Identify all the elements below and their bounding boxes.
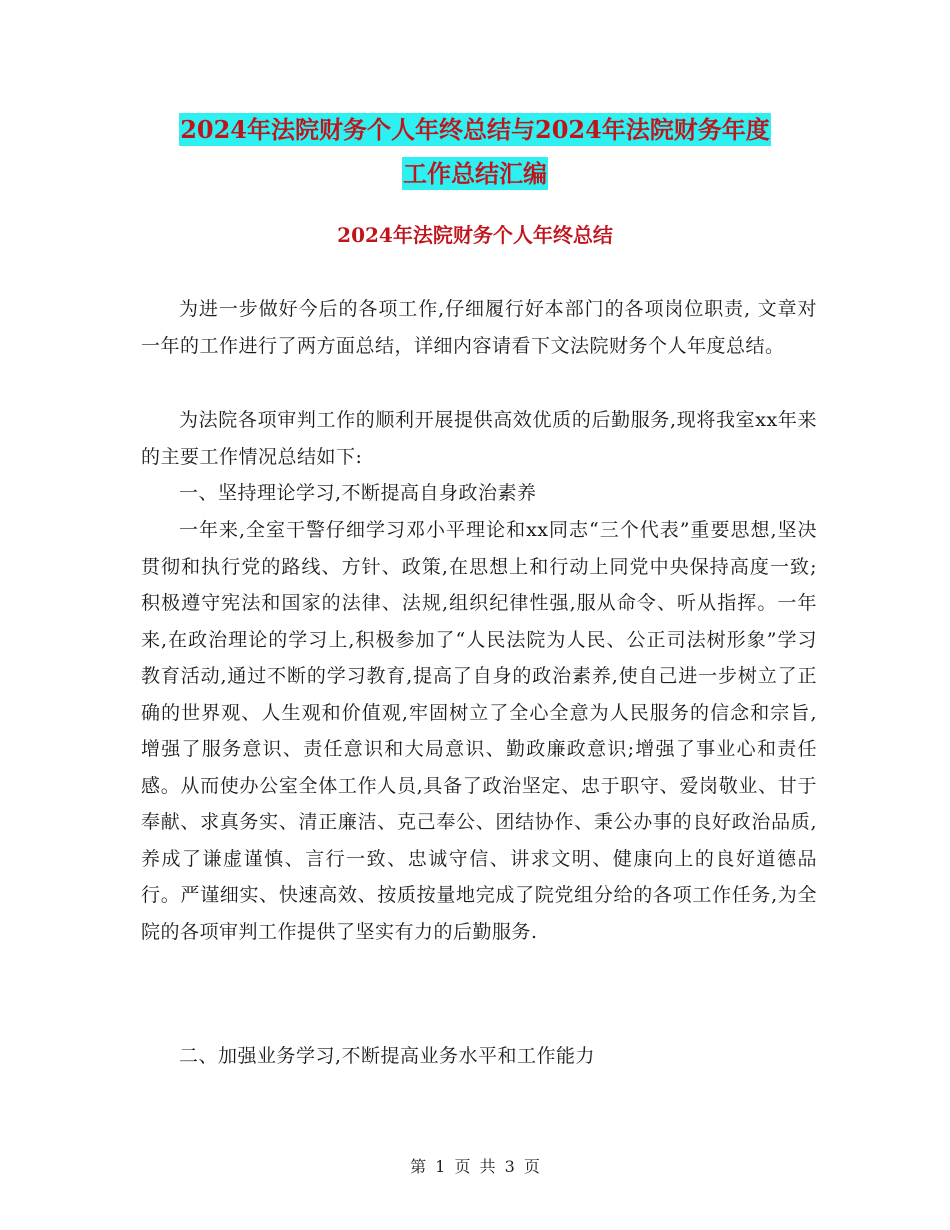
page-footer: 第 1 页 共 3 页 — [410, 1157, 540, 1176]
paragraph-intro — [141, 291, 817, 364]
title-highlight: 2024年法院财务个人年终总结与2024年法院财务年度 — [180, 115, 770, 144]
paragraph-text: 二、加强业务学习,不断提高业务水平和工作能力 — [179, 1045, 596, 1067]
paragraph-text: 一、坚持理论学习,不断提高自身政治素养 — [179, 482, 537, 504]
paragraph-text: 为法院各项审判工作的顺利开展提供高效优质的后勤服务,现将我室xx年来的主要工作情况总结如下: — [141, 409, 817, 468]
paragraph-purpose — [141, 402, 817, 475]
document-title-line-1 — [0, 110, 950, 150]
section-title: 2024年法院财务个人年终总结 — [337, 223, 613, 247]
paragraph-text: 为进一步做好今后的各项工作,仔细履行好本部门的各项岗位职责, 文章对一年的工作进行了两方面总结，详细内容请看下文法院财务个人年度总结。 — [141, 298, 817, 357]
paragraph-section-1-body — [141, 512, 817, 950]
heading-section-1 — [141, 475, 817, 512]
heading-section-2 — [141, 1038, 817, 1075]
paragraph-text: 一年来,全室干警仔细学习邓小平理论和xx同志“三个代表”重要思想,坚决贯彻和执行党的路线、方针、政策,在思想上和行动上同党中央保持高度一致;积极遵守宪法和国家的法律、法规,组织纪律性强,服从命令、听从指挥。一年来,在政治理论的学习上,积极参加了“人民法院为人民、公正司法树形象”学习教育活动,通过不断的学习教育,提高了自身的政治素养,使自己进一步树立了正确的世界观、人生观和价值观,牢固树立了全心全意为人民服务的信念和宗旨,增强了服务意识、责任意识和大局意识、勤政廉政意识;增强了事业心和责任感。从而使办公室全体工作人员,具备了政治坚定、忠于职守、爱岗敬业、甘于奉献、求真务实、清正廉洁、克己奉公、团结协作、秉公办事的良好政治品质,养成了谦虚谨慎、言行一致、忠诚守信、讲求文明、健康向上的良好道德品行。严谨细实、快速高效、按质按量地完成了院党组分给的各项工作任务,为全院的各项审判工作提供了坚实有力的后勤服务. — [141, 519, 817, 943]
title-highlight: 工作总结汇编 — [403, 159, 547, 188]
document-title-line-2 — [0, 154, 950, 194]
